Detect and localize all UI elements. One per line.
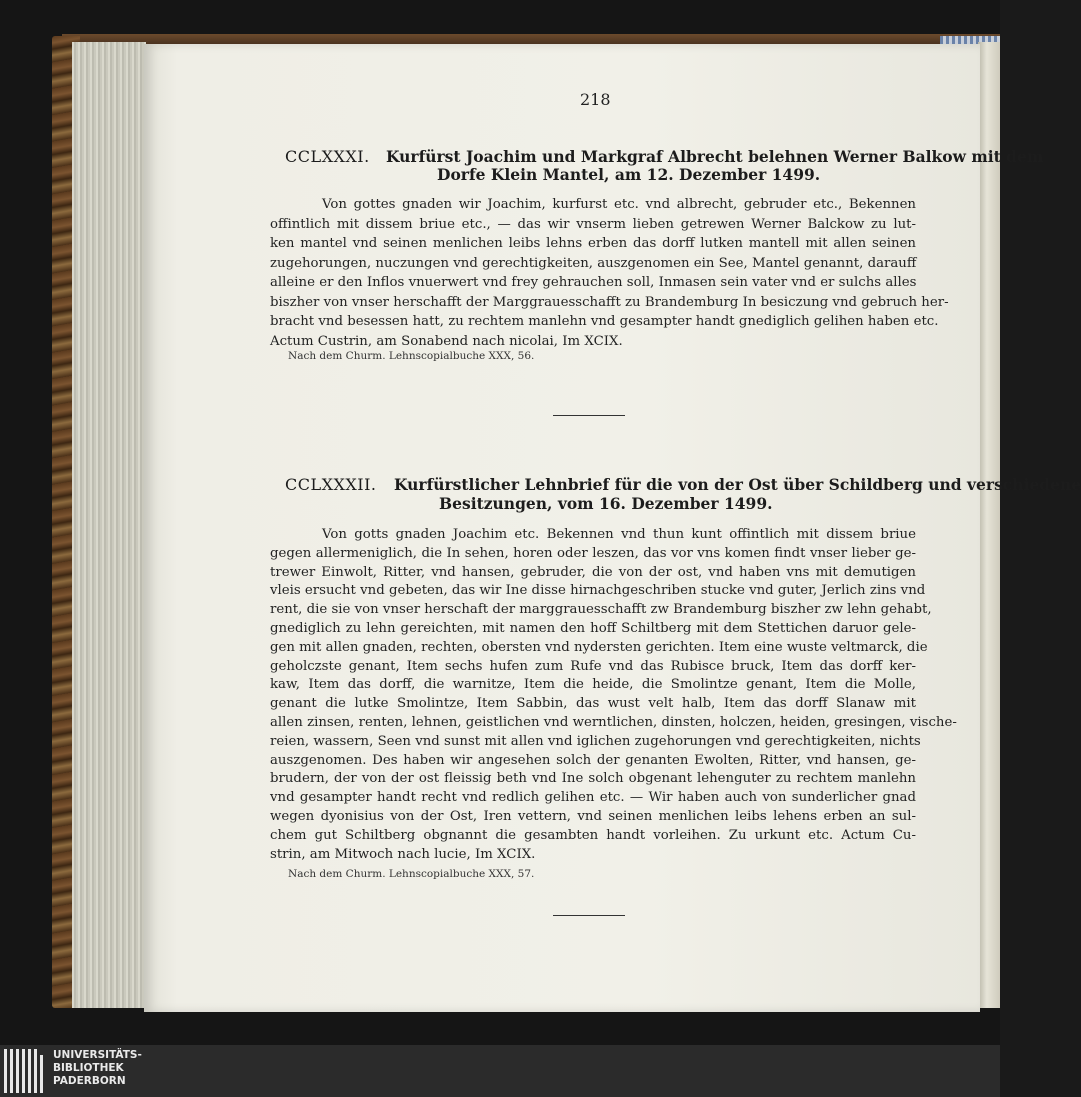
library-footer bbox=[0, 1045, 1000, 1097]
body-text-line: gnediglich zu lehn gereichten, mit namen den hoff Schiltberg mit dem Stettichen daruor gele- bbox=[270, 621, 916, 636]
body-text-line: ken mantel vnd seinen menlichen leibs lehns erben das dorff lutken mantell mit allen seinen bbox=[270, 236, 916, 251]
body-text-line: zugehorungen, nuczungen vnd gerechtigkeiten, auszgenomen ein See, Mantel genannt, darauff bbox=[270, 255, 917, 271]
page-number: 218 bbox=[580, 90, 611, 109]
body-text-line: Actum Custrin, am Sonabend nach nicolai, Im XCIX. bbox=[270, 333, 623, 349]
body-text-line: biszher von vnser herschafft der Marggrauesschafft zu Brandemburg In besiczung vnd gebruch her- bbox=[270, 294, 949, 310]
body-text-line: reien, wassern, Seen vnd sunst mit allen vnd iglichen zugehorungen vnd gerechtigkeiten, nichts bbox=[270, 733, 921, 749]
section-number: CCLXXXII. bbox=[285, 475, 377, 494]
section-heading: Dorfe Klein Mantel, am 12. Dezember 1499. bbox=[437, 165, 821, 184]
body-text-line: gen mit allen gnaden, rechten, obersten vnd nydersten gerichten. Item eine wuste veltmarck, die bbox=[270, 639, 928, 655]
section-heading: Kurfürstlicher Lehnbrief für die von der Ost über Schildberg und verschiedene bbox=[394, 475, 1081, 494]
body-text-line: vleis ersucht vnd gebeten, das wir Ine disse hirnachgeschriben stucke vnd guter, Jerlich zins vnd bbox=[270, 583, 926, 599]
book-cover-top bbox=[62, 34, 1000, 44]
body-text-line: auszgenomen. Des haben wir angesehen solch der genanten Ewolten, Ritter, vnd hansen, ge- bbox=[270, 752, 916, 768]
library-name-line: BIBLIOTHEK bbox=[53, 1062, 124, 1074]
section-heading: Kurfürst Joachim und Markgraf Albrecht belehnen Werner Balkow mit dem bbox=[386, 147, 1044, 166]
body-text-line: trewer Einwolt, Ritter, vnd hansen, gebruder, die von der ost, vnd haben vns mit demutigen bbox=[270, 564, 916, 580]
body-text-line: vnd gesampter handt recht vnd redlich gelihen etc. — Wir haben auch von sunderlicher gnad bbox=[270, 790, 916, 806]
section-divider bbox=[553, 415, 625, 416]
section-number: CCLXXXI. bbox=[285, 147, 370, 166]
body-text-line: strin, am Mitwoch nach lucie, Im XCIX. bbox=[270, 846, 536, 862]
section-divider bbox=[553, 915, 625, 916]
body-text-line: alleine er den Inflos vnuerwert vnd frey gehrauchen soll, Inmasen sein vater vnd er sulchs alles bbox=[270, 275, 917, 290]
library-logo-icon bbox=[4, 1049, 48, 1093]
body-text-line: gegen allermeniglich, die In sehen, horen oder leszen, das vor vns komen findt vnser lieber ge- bbox=[270, 545, 916, 561]
body-text-line: brudern, der von der ost fleissig beth vnd Ine solch obgenant lehenguter zu rechtem manlehn bbox=[270, 771, 916, 787]
source-note: Nach dem Churm. Lehnscopialbuche XXX, 57. bbox=[288, 868, 535, 880]
library-name-line: UNIVERSITÄTS- bbox=[53, 1049, 142, 1061]
body-text-line: Von gotts gnaden Joachim etc. Bekennen vnd thun kunt offintlich mit dissem briue bbox=[322, 527, 916, 542]
body-text-line: rent, die sie von vnser herschaft der marggrauesschafft zw Brandemburg biszher zw lehn gehabt, bbox=[270, 602, 932, 618]
body-text-line: geholczste genant, Item sechs hufen zum Rufe vnd das Rubisce bruck, Item das dorff ker- bbox=[270, 658, 916, 674]
body-text-line: offintlich mit dissem briue etc., — das wir vnserm lieben getrewen Werner Balckow zu lut- bbox=[270, 216, 916, 232]
library-name-line: PADERBORN bbox=[53, 1075, 126, 1087]
body-text-line: kaw, Item das dorff, die warnitze, Item die heide, die Smolintze genant, Item die Molle, bbox=[270, 677, 916, 693]
library-name bbox=[53, 1049, 142, 1088]
body-text-line: bracht vnd besessen hatt, zu rechtem manlehn vnd gesampter handt gnediglich gelihen haben etc. bbox=[270, 314, 939, 329]
body-text-line: chem gut Schiltberg obgnannt die gesambten handt vorleihen. Zu urkunt etc. Actum Cu- bbox=[270, 827, 916, 843]
page-edges bbox=[72, 42, 146, 1008]
section-heading: Besitzungen, vom 16. Dezember 1499. bbox=[439, 494, 773, 513]
body-text-line: allen zinsen, renten, lehnen, geistlichen vnd werntlichen, dinsten, holczen, heiden, gresingen, vische- bbox=[270, 715, 957, 730]
body-text-line: Von gottes gnaden wir Joachim, kurfurst etc. vnd albrecht, gebruder etc., Bekennen bbox=[322, 197, 916, 212]
facing-page-edge bbox=[978, 42, 1000, 1008]
source-note: Nach dem Churm. Lehnscopialbuche XXX, 56. bbox=[288, 350, 535, 362]
body-text-line: genant die lutke Smolintze, Item Sabbin, das wust velt halb, Item das dorff Slanaw mit bbox=[270, 696, 916, 712]
body-text-line: wegen dyonisius von der Ost, Iren vettern, vnd seinen menlichen leibs lehens erben an sul- bbox=[270, 809, 916, 824]
